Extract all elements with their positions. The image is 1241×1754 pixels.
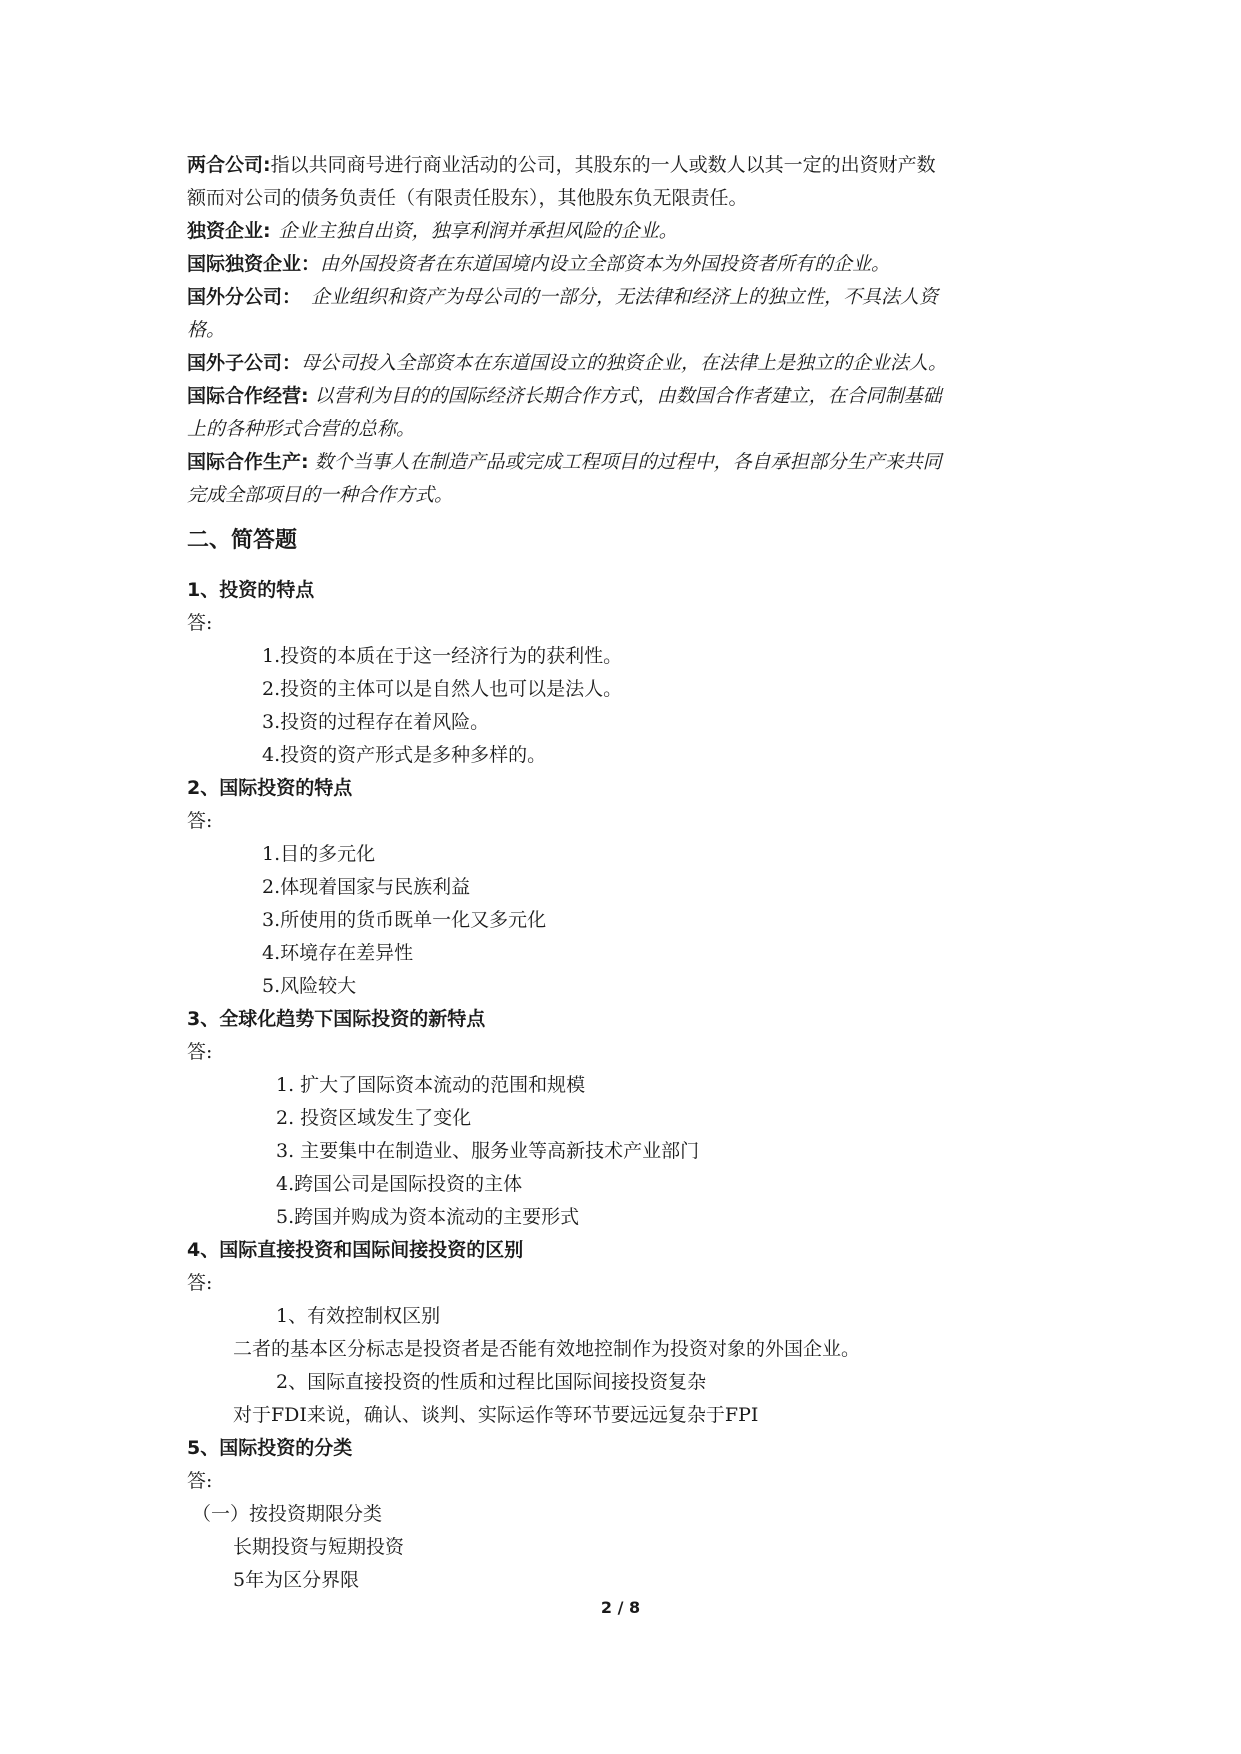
question-title: 1、投资的特点 [187,579,315,601]
definition-term: 国际独资企业： [187,253,321,275]
answer-label: 答: [187,612,213,634]
list-item: 5.跨国并购成为资本流动的主要形式 [276,1206,580,1228]
list-item: 5.风险较大 [262,975,357,997]
definition-text: 指以共同商号进行商业活动的公司，其股东的一人或数人以其一定的出资财产数 [270,154,936,176]
answer-label: 答: [187,1470,213,1492]
definition-line [187,450,942,474]
definition-line [187,153,936,177]
paragraph: 二者的基本区分标志是投资者是否能有效地控制作为投资对象的外国企业。 [233,1338,861,1360]
definition-term: 两合公司: [187,154,271,176]
section-title: 二、简答题 [187,528,298,553]
definition-term: 国际合作经营: [187,385,309,407]
definition-text: 企业组织和资产为母公司的一部分，无法律和经济上的独立性，不具法人资 [311,286,939,308]
answer-label: 答: [187,1041,213,1063]
list-item: 2. 投资区域发生了变化 [276,1107,472,1129]
definition-line [187,285,938,309]
definition-text: 由外国投资者在东道国境内设立全部资本为外国投资者所有的企业。 [320,253,891,275]
answer-label: 答: [187,810,213,832]
list-item: 1.投资的本质在于这一经济行为的获利性。 [262,645,623,667]
answer-label: 答: [187,1272,213,1294]
definition-line [187,384,942,408]
list-item: 3.投资的过程存在着风险。 [262,711,490,733]
list-item: 2.投资的主体可以是自然人也可以是法人。 [262,678,623,700]
definition-text: 额而对公司的债务负责任（有限责任股东），其他股东负无限责任。 [187,187,748,209]
list-item: 4.跨国公司是国际投资的主体 [276,1173,523,1195]
paragraph: 对于FDI来说，确认、谈判、实际运作等环节要远远复杂于FPI [233,1404,759,1426]
sub-heading: 1、有效控制权区别 [276,1305,441,1327]
paragraph: 长期投资与短期投资 [233,1536,405,1558]
question-title: 2、国际投资的特点 [187,777,353,799]
question-title: 4、国际直接投资和国际间接投资的区别 [187,1239,524,1261]
definition-text: 完成全部项目的一种合作方式。 [187,484,454,506]
sub-heading: （一）按投资期限分类 [192,1503,383,1525]
question-title: 3、全球化趋势下国际投资的新特点 [187,1008,486,1030]
definition-line [187,351,947,375]
list-item: 1.目的多元化 [262,843,376,865]
page-number: 2 / 8 [600,1598,641,1617]
definition-text: 母公司投入全部资本在东道国设立的独资企业，在法律上是独立的企业法人。 [301,352,948,374]
definition-text: 企业主独自出资，独享利润并承担风险的企业。 [278,220,678,242]
list-item: 4.环境存在差异性 [262,942,414,964]
definition-text: 格。 [187,319,226,341]
sub-heading: 2、国际直接投资的性质和过程比国际间接投资复杂 [276,1371,707,1393]
list-item: 3. 主要集中在制造业、服务业等高新技术产业部门 [276,1140,700,1162]
definition-term: 国际合作生产: [187,451,309,473]
list-item: 1. 扩大了国际资本流动的范围和规模 [276,1074,586,1096]
definition-text: 以营利为目的的国际经济长期合作方式，由数国合作者建立，在合同制基础 [314,385,942,407]
definition-term: 国外子公司： [187,352,302,374]
definition-line [187,252,890,276]
list-item: 2.体现着国家与民族利益 [262,876,471,898]
list-item: 4.投资的资产形式是多种多样的。 [262,744,547,766]
question-title: 5、国际投资的分类 [187,1437,353,1459]
definition-term: 国外分公司： [187,286,302,308]
definition-text: 上的各种形式合营的总称。 [187,418,416,440]
definition-term: 独资企业: [187,220,271,242]
definition-text: 数个当事人在制造产品或完成工程项目的过程中，各自承担部分生产来共同 [314,451,942,473]
list-item: 3.所使用的货币既单一化又多元化 [262,909,547,931]
paragraph: 5年为区分界限 [233,1569,360,1591]
definition-line [187,219,678,243]
